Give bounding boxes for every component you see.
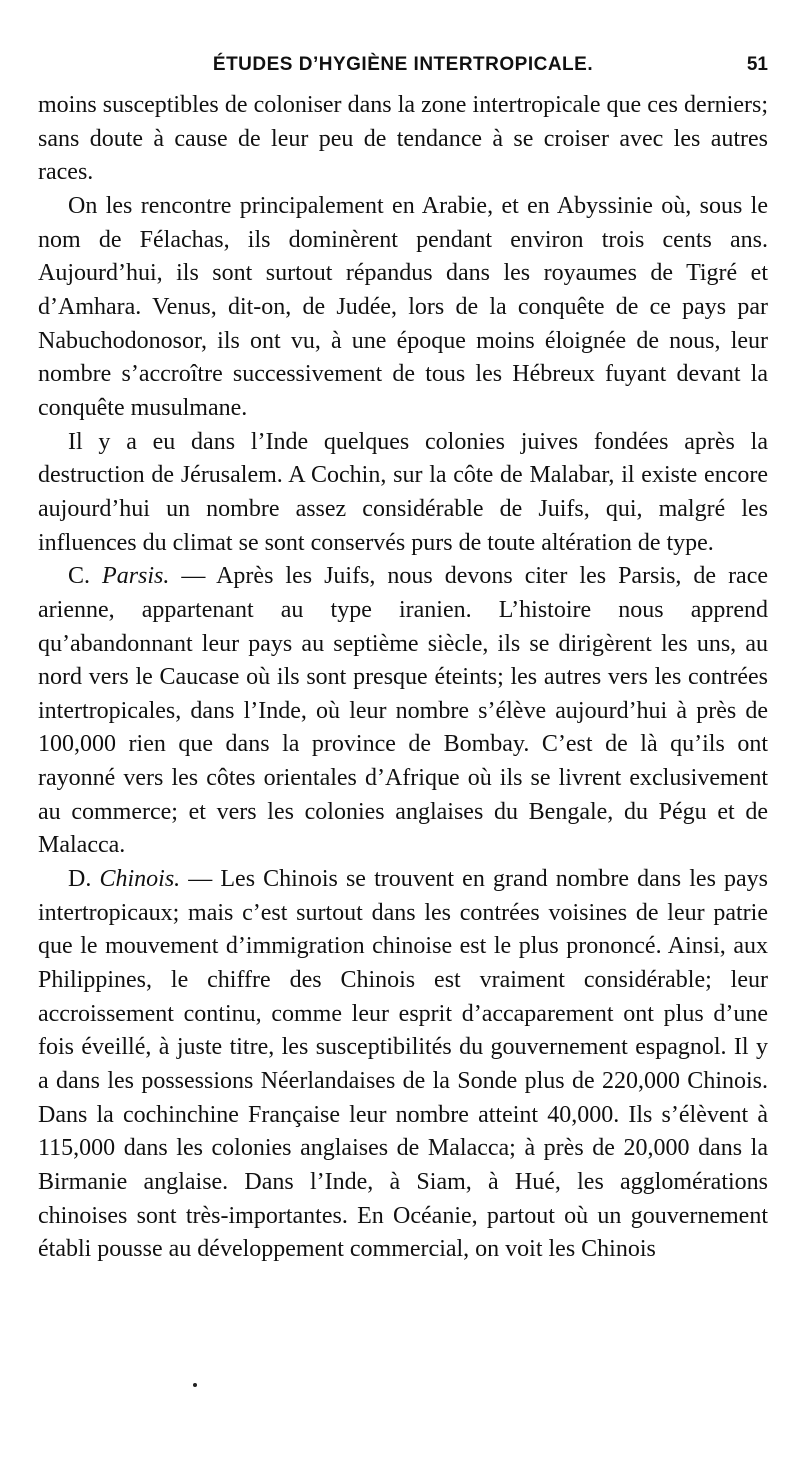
section-title: Parsis. [102,563,170,590]
paragraph-text: — Après les Juifs, nous devons citer les Parsis, de race arienne, appartenant au type iranien. L’histoire nous apprend qu’abandonnant leur pays au septième siècle, ils se dirigèrent les uns, au nord vers le Caucase où ils sont presque éteints; les autres vers les contrées intertropicales, dans l’Inde, où leur nombre s’élève aujourd’hui à près de 100,000 rien que dans la province de Bombay. C’est de là qu’ils ont rayonné vers les côtes orientales d’Afrique où ils se livrent exclusivement au commerce; et vers les colonies anglaises du Bengale, du Pégu et de Malacca. [38,563,769,859]
paragraph-text: moins susceptibles de coloniser dans la zone intertropicale que ces derniers; sans doute à cause de leur peu de tendance à se croiser avec les autres races. [38,92,768,186]
section-c-parsis [38,560,768,863]
paragraph-inde-cochin [38,426,768,561]
ink-speck [193,1383,197,1387]
section-label: C. [68,563,91,590]
page-number: 51 [746,54,768,75]
paragraph-text: On les rencontre principalement en Arabie, et en Abyssinie où, sous le nom de Félachas, ils dominèrent pendant environ trois cents ans. Aujourd’hui, ils sont surtout répandus dans les royaumes de Tigré et d’Amhara. Venus, dit-on, de Judée, lors de la conquête de ce pays par Nabuchodonosor, ils ont vu, à une époque moins éloignée de nous, leur nombre s’accroître successivement de tous les Hébreux fuyant devant la conquête musulmane. [38,192,768,421]
paragraph-text: Il y a eu dans l’Inde quelques colonies juives fondées après la destruction de Jérusalem. A Cochin, sur la côte de Malabar, il existe encore aujourd’hui un nombre assez considérable de Juifs, qui, malgré les influences du climat se sont conservés purs de toute altération de type. [38,428,768,556]
section-label: D. [68,866,92,893]
running-head [38,50,768,80]
section-d-chinois [38,863,768,1267]
paragraph-text: — Les Chinois se trouvent en grand nombre dans les pays intertropicaux; mais c’est surtout dans les contrées voisines de leur patrie que le mouvement d’immigration chinoise est le plus prononcé. Ainsi, aux Philippines, le chiffre des Chinois est vraiment considérable; leur accroissement continu, comme leur esprit d’accaparement ont plus d’une fois éveillé, à juste titre, les susceptibilités du gouvernement espagnol. Il y a dans les possessions Néerlandaises de la Sonde plus de 220,000 Chinois. Dans la cochinchine Française leur nombre atteint 40,000. Ils s’élèvent à 115,000 dans les colonies anglaises de Malacca; à près de 20,000 dans la Birmanie anglaise. Dans l’Inde, à Siam, à Hué, les agglomérations chinoises sont très-importantes. En Océanie, partout où un gouvernement établi pousse au développement commercial, on voit les Chinois [38,866,769,1263]
paragraph-continuation [38,89,768,190]
body-text [38,89,768,1267]
paragraph-abyssinie [38,190,768,426]
section-title: Chinois. [99,866,181,893]
running-title: ÉTUDES D’HYGIÈNE INTERTROPICALE. [212,54,594,75]
